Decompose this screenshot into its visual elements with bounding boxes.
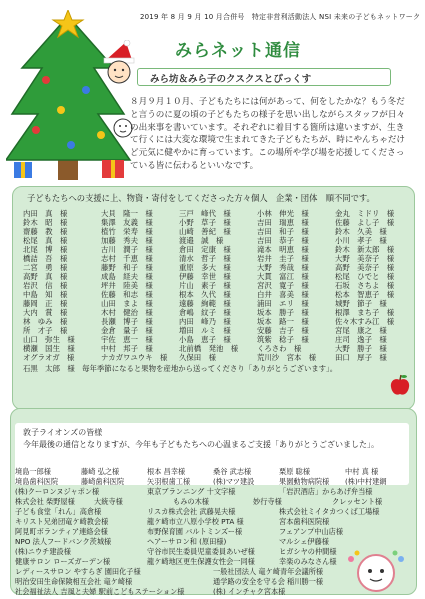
organization-name: 桑谷 武志様 xyxy=(213,467,252,476)
donor-name: 高野 美奈子 様 xyxy=(335,263,395,272)
donor-name: 藤野 和子 様 xyxy=(101,263,153,272)
donor-name: 片山 素子 様 xyxy=(179,281,231,290)
organization-name: 布野保育園 バルトミンズー様 xyxy=(147,527,243,536)
donor-name: 佐々木すみ江 様 xyxy=(335,317,395,326)
donor-name: 宇佐 恵一 様 xyxy=(101,335,153,344)
donor-name: 木村 健治 様 xyxy=(101,308,153,317)
donor-name: オグラオガ 様 xyxy=(23,353,75,362)
donor-name: 安藤 吉子 様 xyxy=(257,326,309,335)
organization-name: 栗原 聡様 xyxy=(279,467,311,476)
organization-name: (株)中村建網 xyxy=(345,477,387,486)
organization-name: 中村 真 様 xyxy=(345,467,379,476)
donor-name: 根澤 まち子 様 xyxy=(335,308,395,317)
donor-name: 松尾 ひでと 様 xyxy=(335,272,395,281)
organization-name: 龍ケ崎地区更生保護女性会一同様 xyxy=(147,557,255,566)
organization-name: 子ども食堂「れん」高倉様 xyxy=(15,507,102,516)
donor-name: 所 才子 様 xyxy=(23,326,68,335)
donor-name: 宮沢 寛子 様 xyxy=(257,281,309,290)
donor-name: 長瀬 博子 様 xyxy=(101,317,153,326)
organization-name: 「岩沢酒店」からあげ弁当様 xyxy=(279,487,373,496)
organization-name: もみの木様 xyxy=(173,497,209,506)
donor-name: 内田 真 様 xyxy=(23,209,68,218)
organization-name: マルシェ伊藤様 xyxy=(279,537,329,546)
organization-name: 社会福祉法人 吉風と夫婦 駅前こどもステーション様 xyxy=(15,587,185,596)
donor-name: 三戸 峰代 様 xyxy=(179,209,231,218)
donors-header: 子どもたちへの支援に上、物資・寄付をしてくださった方々個人 企業・団体 順不同です。 xyxy=(27,193,375,203)
donor-name: 金丸 ミドリ 様 xyxy=(335,209,395,218)
donor-name: 大野 美奈子 様 xyxy=(335,254,395,263)
donor-name: 小川 孝子 様 xyxy=(335,236,387,245)
donor-name: 北尾 博 様 xyxy=(23,245,68,254)
organization-name: 宮本歯科医院様 xyxy=(279,517,330,526)
organization-name: 龍ケ崎市立八原小学校 PTA 様 xyxy=(147,517,244,526)
organization-name: 妙行寺様 xyxy=(253,497,282,506)
donor-name: 古川 潤子 様 xyxy=(101,245,153,254)
donor-name: 橋詰 吾 様 xyxy=(23,254,68,263)
issue-line: 2019 年 8 月 9 月 10 月合併号 特定非営利活動法人 NSI 未来の子どもネットワーク xyxy=(140,13,421,21)
organization-name: 株式会社 柴野屋様 xyxy=(15,497,75,506)
organization-name: 境島一郎様 xyxy=(15,467,51,476)
donor-name: 坂本 路一 様 xyxy=(257,317,309,326)
donor-name: 小野 草子 様 xyxy=(179,218,231,227)
donor-name: 松本 智恵子 様 xyxy=(335,290,395,299)
donor-name: 吉田 和子 様 xyxy=(257,227,309,236)
donor-name: 内田 峰乃 様 xyxy=(179,317,231,326)
organization-name: 通学路の安全を守る会 稲川勝一様 xyxy=(213,577,324,586)
donor-name: 田口 厚子 様 xyxy=(335,353,387,362)
donor-name: 中村 邦子 様 xyxy=(101,344,153,353)
donor-name: 佐藤 よし子 様 xyxy=(335,218,395,227)
donor-name: 山崎 善紀 様 xyxy=(179,227,231,236)
donor-name: 倉田 定康 様 xyxy=(179,245,231,254)
donor-name: 成島 経夫 様 xyxy=(101,272,153,281)
donor-name: 植竹 栄寿 様 xyxy=(101,227,153,236)
donor-name: 筑紫 稔子 様 xyxy=(257,335,309,344)
donor-name: 松尾 真 様 xyxy=(23,236,68,245)
organization-name: クレッセント様 xyxy=(332,497,383,506)
organization-name: フェアンプ中山店様 xyxy=(279,527,344,536)
subtitle-banner xyxy=(137,68,391,86)
organization-name: レディースサロン やすらぎ 園田化子様 xyxy=(15,567,141,576)
donor-name: 大貝 隆一 様 xyxy=(101,209,153,218)
donor-name: 藤岡 正 様 xyxy=(23,299,68,308)
donor-name: 山口 弥生 様 xyxy=(23,335,75,344)
organization-name: リスカ株式会社 武藤晃夫様 xyxy=(147,507,236,516)
donor-name: 荒川沙 宮本 様 xyxy=(257,353,317,362)
donor-name: 林 ゆみ 様 xyxy=(23,317,68,326)
lions-club-title: 敦子ライオンズの皆様 xyxy=(23,428,103,437)
organization-name: キリスト兄弟団竜ケ崎教会様 xyxy=(15,517,109,526)
christmas-tree-illustration xyxy=(6,10,136,188)
donor-name: 佐藤 和志 様 xyxy=(101,290,153,299)
organizations-panel xyxy=(10,408,417,595)
donor-name: 大貫 富江 様 xyxy=(257,272,309,281)
organization-name: 阿見町ボランティア連絡会様 xyxy=(15,527,108,536)
donor-name: 滝本 明恵 様 xyxy=(257,245,309,254)
donor-name: 大内 賞 様 xyxy=(23,308,68,317)
organization-name: 幸楽のみなさん様 xyxy=(279,557,337,566)
donor-name: 大野 秀哉 様 xyxy=(257,263,309,272)
donor-name: 倉嶋 紋子 様 xyxy=(179,308,231,317)
donors-panel xyxy=(12,186,415,410)
donor-name: 中島 知 様 xyxy=(23,290,68,299)
donor-note: 石黒 太郎 様 毎年季節になると果物を産地から送ってくださり「ありがとうございます」。 xyxy=(23,364,338,373)
organization-name: 守谷市民生委員児童委員あいぜ様 xyxy=(147,547,255,556)
donor-name: 志村 千恵 様 xyxy=(101,254,153,263)
donor-name: 坪井 陸美 様 xyxy=(101,281,153,290)
newsletter-title: みらネット通信 xyxy=(175,41,301,61)
organization-name: ヒガシヤの仲間様 xyxy=(279,547,337,556)
subtitle: みら坊＆みら子のクスクスとぴっくす xyxy=(150,74,312,85)
organization-name: 境島歯科医院 xyxy=(15,477,59,486)
donor-name: 城野 節子 様 xyxy=(335,299,387,308)
donor-name: 吉田 恭子 様 xyxy=(257,236,309,245)
donor-name: 白井 喜美 様 xyxy=(257,290,309,299)
donor-name: 二宮 勇 様 xyxy=(23,263,68,272)
organization-name: NPO 法人フードバンク茨城様 xyxy=(15,537,112,546)
organization-name: 健康サロン ローズガーデン様 xyxy=(15,557,111,566)
organization-name: 株式会社ミイタカつくば工場様 xyxy=(279,507,380,516)
donor-name: 大野 勝子 様 xyxy=(335,344,387,353)
organization-name: (株)クーロンヌジャポン様 xyxy=(15,487,100,496)
donor-name: 浦田 エリ 様 xyxy=(257,299,309,308)
donor-name: 伊藤 幸世 様 xyxy=(179,272,231,281)
organization-name: 果園動物病院様 xyxy=(279,477,330,486)
donor-name: 北前橋 発池 様 xyxy=(179,344,239,353)
donor-name: 加藤 秀夫 様 xyxy=(101,236,153,245)
lions-club-message: 今年最後の通信となりますが、今年も子どもたちへの心温まるご支援「ありがとうございました」。 xyxy=(23,440,379,449)
donor-name: 高野 真 様 xyxy=(23,272,68,281)
greeting-paragraph: ８月９月１０月、子どもたちには何があって、何をしたかな？もう冬だと言うのに夏の頃の子どもたちの様子を思い出しながらスタッフが日々の出来事を書いています。それぞれに着目する箇所は違いますが、生きて行くには大変な環境で生まれてきた子どもたちが、時にやんちゃだけど元気に健やかに育っています。この場所や学び場を応援してくださっている皆に伝わるといいなです。 xyxy=(130,97,406,171)
donor-name: 吉田 瑞恵 様 xyxy=(257,218,309,227)
donor-name: 金倉 量子 様 xyxy=(101,326,153,335)
organization-name: 東京ブランニング 十文字様 xyxy=(147,487,236,496)
organization-name: (株)ニウチ建設様 xyxy=(15,547,71,556)
organization-name: (株)マツ建設 xyxy=(213,477,255,486)
donor-name: 石坂 さちよ 様 xyxy=(335,281,395,290)
santa-hat-character-icon xyxy=(98,40,138,86)
donor-name: 鈴木 新太郎 様 xyxy=(335,245,395,254)
organization-name: (株) インチャク宮本様 xyxy=(213,587,286,596)
donor-name: 坂本 勝子 様 xyxy=(257,308,309,317)
donor-name: 小島 恵子 様 xyxy=(179,335,231,344)
donor-name: 鈴木 久美 様 xyxy=(335,227,387,236)
donor-name: 久保田 様 xyxy=(179,353,216,362)
organization-name: ヘアーサロン和 (原田様) xyxy=(147,537,227,546)
donor-name: 遠藤 絢範 様 xyxy=(179,299,231,308)
organization-name: 根本 昌幸様 xyxy=(147,467,186,476)
donor-name: 宮尾 康之 様 xyxy=(335,326,387,335)
donor-name: 渡邉 誠 様 xyxy=(179,236,224,245)
donor-name: 根本 久代 様 xyxy=(179,290,231,299)
donor-name: 岩沢 信 様 xyxy=(23,281,68,290)
donor-name: 集澤 友義 様 xyxy=(101,218,153,227)
organization-name: 藤崎歯科医院 xyxy=(81,477,125,486)
organization-name: 矢羽根歯工様 xyxy=(147,477,191,486)
donor-name: くろさわ 様 xyxy=(257,344,302,353)
donor-name: 小林 伸光 様 xyxy=(257,209,309,218)
donor-name: 山田 まよ 様 xyxy=(101,299,153,308)
mirako-character-icon xyxy=(343,549,409,593)
donor-name: 庄司 逸子 様 xyxy=(335,335,387,344)
donor-name: 増田 ルミ 様 xyxy=(179,326,231,335)
organization-name: 明治安田生命保険相互会社 竜ケ崎様 xyxy=(15,577,133,586)
donor-name: ナカガワユウキ 様 xyxy=(101,353,168,362)
donor-name: 横瀬 国生 様 xyxy=(23,344,75,353)
apple-icon xyxy=(389,373,411,397)
donor-name: 重原 多大 様 xyxy=(179,263,231,272)
donor-name: 齋藤 教 様 xyxy=(23,227,68,236)
donor-name: 鈴木 昭 様 xyxy=(23,218,68,227)
donor-name: 岩井 圭子 様 xyxy=(257,254,309,263)
donor-name: 清水 哲子 様 xyxy=(179,254,231,263)
organization-name: 藤崎 弘之様 xyxy=(81,467,120,476)
organization-name: 大統寺様 xyxy=(94,497,123,506)
organization-name: 一般社団法人 竜ケ崎青年会議所様 xyxy=(213,567,324,576)
